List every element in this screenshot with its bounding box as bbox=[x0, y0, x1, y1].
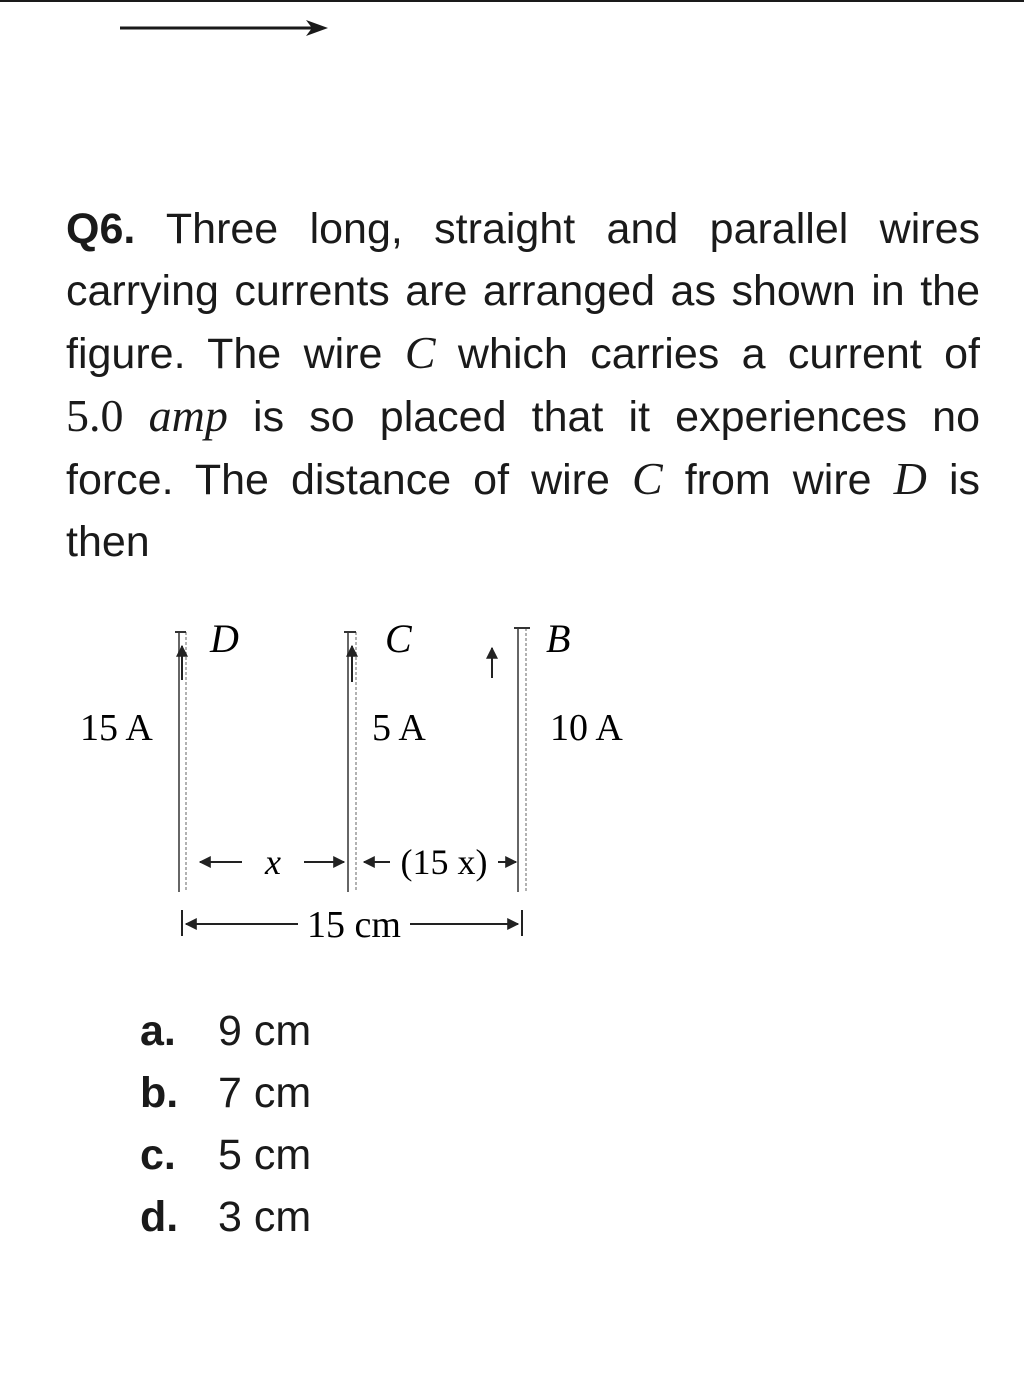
current-value: 5.0 bbox=[66, 390, 124, 441]
option-text: 9 cm bbox=[218, 1007, 312, 1055]
question-text-part: from wire bbox=[662, 456, 894, 504]
distance-x-marker bbox=[200, 842, 344, 882]
wire-d bbox=[175, 632, 186, 892]
wire-d-label: D bbox=[210, 616, 239, 661]
option-text: 3 cm bbox=[218, 1193, 312, 1241]
current-d-label: 15 A bbox=[80, 707, 153, 749]
question-text bbox=[66, 198, 980, 573]
option-letter: d. bbox=[140, 1193, 179, 1241]
right-arrow-icon bbox=[120, 14, 330, 38]
question-text-part: which carries a current of bbox=[435, 330, 980, 378]
wire-b-label: B bbox=[546, 616, 571, 661]
distance-15-minus-x-label: (15 x) bbox=[400, 842, 488, 882]
option-a[interactable] bbox=[140, 1000, 311, 1062]
option-c[interactable] bbox=[140, 1124, 311, 1186]
distance-x-label: x bbox=[265, 842, 281, 882]
var-d: D bbox=[893, 453, 927, 504]
current-b-label: 10 A bbox=[550, 707, 623, 749]
distance-15-minus-x-marker bbox=[364, 842, 516, 882]
option-letter: a. bbox=[140, 1007, 176, 1055]
wire-c bbox=[344, 632, 356, 892]
option-letter: c. bbox=[140, 1131, 176, 1179]
var-c: C bbox=[404, 327, 436, 378]
answer-options bbox=[140, 1000, 311, 1248]
question-text-part: is then bbox=[66, 456, 980, 566]
option-letter: b. bbox=[140, 1069, 179, 1117]
question-text-part: is so placed that it experiences no force. The distance of wire bbox=[66, 393, 981, 504]
option-text: 7 cm bbox=[218, 1069, 312, 1117]
option-b[interactable] bbox=[140, 1062, 311, 1124]
wire-b bbox=[492, 628, 530, 892]
var-c: C bbox=[631, 453, 663, 504]
question-text-part: Three long, straight and parallel wires carrying currents are arranged as shown in the figure. The wire bbox=[66, 205, 980, 378]
wire-diagram bbox=[60, 600, 660, 960]
total-distance-marker bbox=[182, 904, 522, 946]
option-d[interactable] bbox=[140, 1186, 311, 1248]
top-rule bbox=[0, 0, 1024, 2]
current-c-label: 5 A bbox=[372, 707, 426, 749]
current-unit: amp bbox=[148, 390, 228, 441]
option-text: 5 cm bbox=[218, 1131, 312, 1179]
total-distance-label: 15 cm bbox=[307, 904, 401, 946]
question-number: Q6. bbox=[66, 205, 136, 253]
wire-c-label: C bbox=[385, 616, 412, 661]
